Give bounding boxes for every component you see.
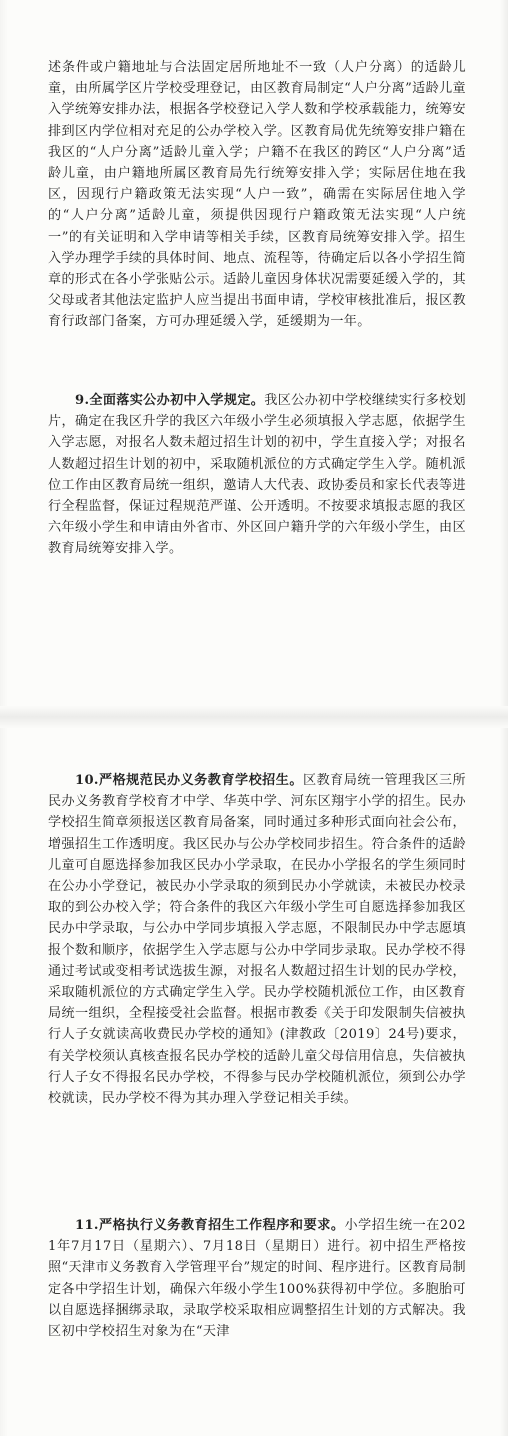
item-10-body: 区教育局统一管理我区三所民办义务教育学校育才中学、华英中学、河东区翔宇小学的招生。民办学校招生简章须报送区教育局备案，同时通过多种形式面向社会公布，增强招生工作透明度。我区民办与公办学校同步招生。符合条件的适龄儿童可自愿选择参加我区民办小学录取，在民办小学报名的学生须同时在公办小学登记，被民办小学录取的须到民办小学就读，未被民办校录取的到公办校入学；符合条件的我区六年级小学生可自愿选择参加我区民办中学录取，与公办中学同步填报入学志愿，不限制民办中学志愿填报个数和顺序，依据学生入学志愿与公办中学同步录取。民办学校不得通过考试或变相考试选拔生源，对报名人数超过招生计划的民办学校，采取随机派位的方式确定学生入学。民办学校随机派位工作，由区教育局统一组织，全程接受社会监督。根据市教委《关于印发限制失信被执行人子女就读高收费民办学校的通知》(津教政〔2019〕24号)要求，有关学校须认真核查报名民办学校的适龄儿童父母信用信息，失信被执行人子女不得报名民办学校，不得参与民办学校随机派位，须到公办学校就读，民办学校不得为其办理入学登记相关手续。 (48, 773, 466, 1107)
item-10-heading: 10.严格规范民办义务教育学校招生。 (75, 773, 303, 788)
item-9-heading: 9.全面落实公办初中入学规定。 (75, 393, 265, 408)
item-9-body: 我区公办初中学校继续实行多校划片，确定在我区升学的我区六年级小学生必须填报入学志愿，依据学生入学志愿，对报名人数未超过招生计划的初中，学生直接入学；对报名人数超过招生计划的初中，采取随机派位的方式确定学生入学。随机派位工作由区教育局统一组织，邀请人大代表、政协委员和家长代表等进行全程监督，保证过程规范严谨、公开透明。不按要求填报志愿的我区六年级小学生和申请由外省市、外区回户籍升学的六年级小学生，由区教育局统筹安排入学。 (48, 393, 467, 557)
page-break-divider (0, 706, 508, 728)
section-item-10 (48, 770, 466, 1109)
section-item-11 (48, 1215, 466, 1342)
paragraph-body: 述条件或户籍地址与合法固定居所地址不一致（人户分离）的适龄儿童，由所属学区片学校受理登记，由区教育局制定“人户分离”适龄儿童入学统筹安排办法，根据各学校登记入学人数和学校承载能力，统筹安排到区内学位相对充足的公办学校入学。区教育局优先统筹安排户籍在我区的“人户分离”适龄儿童入学；户籍不在我区的跨区“人户分离”适龄儿童，由户籍地所属区教育局先行统筹安排入学；实际居住地在我区，因现行户籍政策无法实现“人户一致”，确需在实际居住地入学的“人户分离”适龄儿童，须提供因现行户籍政策无法实现“人户统一”的有关证明和入学申请等相关手续，区教育局统筹安排入学。招生入学办理学手续的具体时间、地点、流程等，待确定后以各小学招生简章的形式在各小学张贴公示。适龄儿童因身体状况需要延缓入学的，其父母或者其他法定监护人应当提出书面申请，学校审核批准后，报区教育行政部门备案，方可办理延缓入学，延缓期为一年。 (48, 60, 466, 330)
paragraph-residence-mismatch-enrollment (48, 57, 466, 333)
item-11-body: 小学招生统一在2021年7月17日（星期六）、7月18日（星期日）进行。初中招生严格按照“天津市义务教育入学管理平台”规定的时间、程序进行。区教育局制定各中学招生计划，确保六年级小学生100%获得初中学位。多胞胎可以自愿选择捆绑录取，录取学校采取相应调整招生计划的方式解决。我区初中学校招生对象为在“天津 (48, 1218, 466, 1340)
section-item-9 (48, 390, 466, 560)
item-11-heading: 11.严格执行义务教育招生工作程序和要求。 (75, 1218, 345, 1233)
